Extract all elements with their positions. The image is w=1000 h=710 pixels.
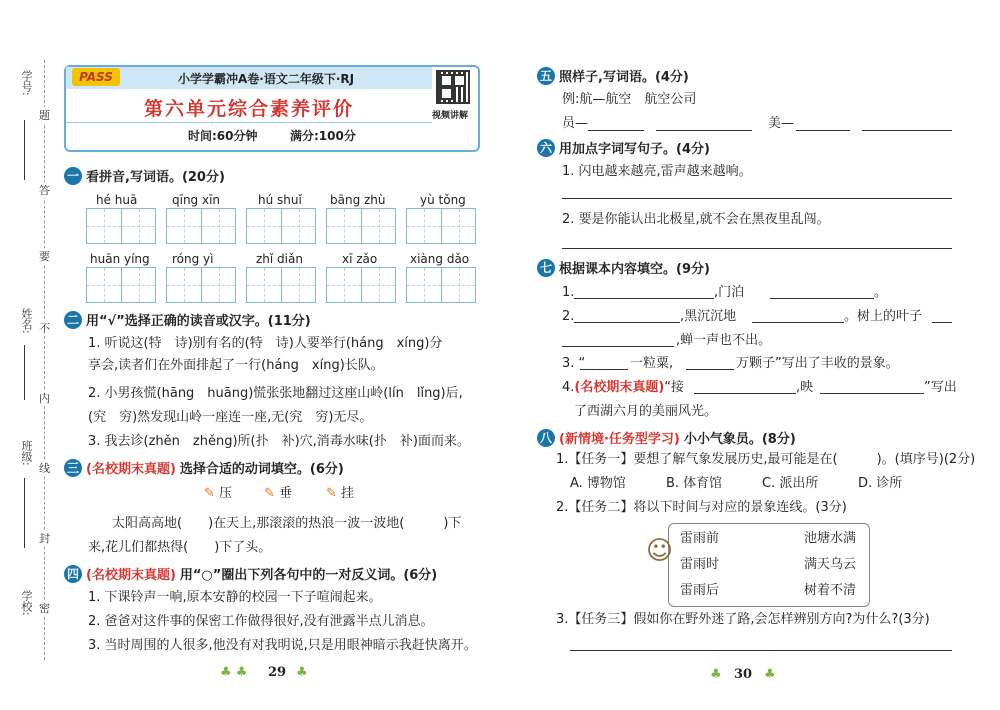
banji-blank[interactable] bbox=[24, 478, 26, 548]
s7-q3-num: 3. “ bbox=[562, 356, 586, 371]
match-right[interactable]: 满天乌云 bbox=[804, 557, 857, 572]
answer-line[interactable] bbox=[562, 198, 952, 199]
s6-q1: 1. 闪电越来越亮,雷声越来越响。 bbox=[562, 164, 752, 179]
xingming-blank[interactable] bbox=[24, 345, 26, 400]
binding-line bbox=[44, 60, 45, 660]
s2-q1-line2: 享会,读者们在外面排起了一行(háng xíng)长队。 bbox=[88, 358, 384, 373]
answer-blank[interactable] bbox=[574, 322, 680, 323]
writing-grid[interactable] bbox=[326, 208, 396, 244]
seal-char: 内 bbox=[39, 392, 50, 405]
section-1-heading: 一 看拼音,写词语。(20分) bbox=[64, 166, 225, 185]
s2-q3: 3. 我去诊(zhěn zhěng)所(扑 补)穴,消毒水味(扑 补)面而来。 bbox=[88, 434, 470, 449]
seal-char: 密 bbox=[39, 602, 50, 615]
s7-q2-text: ,黑沉沉地 bbox=[680, 309, 737, 324]
s7-q4-line1: 4.(名校期末真题)“接 bbox=[562, 380, 685, 395]
s8-task1: 1.【任务一】要想了解气象发展历史,最可能是在( )。(填序号)(2分) bbox=[556, 452, 976, 467]
answer-line[interactable] bbox=[570, 650, 952, 651]
match-left[interactable]: 雷雨前 bbox=[680, 531, 720, 546]
answer-blank[interactable] bbox=[686, 369, 734, 370]
xingming-label: 姓名: bbox=[20, 308, 33, 334]
option-d[interactable]: D. 诊所 bbox=[858, 476, 903, 491]
answer-blank[interactable] bbox=[932, 322, 952, 323]
pinyin: xiàng dǎo bbox=[410, 252, 470, 266]
seal-char: 答 bbox=[39, 184, 50, 197]
pinyin: qīng xīn bbox=[172, 193, 221, 207]
page-number-left: 29 bbox=[268, 665, 287, 680]
s6-q2: 2. 要是你能认出北极星,就不会在黑夜里乱闯。 bbox=[562, 212, 830, 227]
section-5-heading: 五 照样子,写词语。(4分) bbox=[537, 66, 689, 85]
writing-grid[interactable] bbox=[406, 267, 476, 303]
writing-grid[interactable] bbox=[86, 208, 156, 244]
sprout-icon: ♣ bbox=[710, 667, 722, 682]
s8-task3: 3.【任务三】假如你在野外迷了路,会怎样辨别方向?为什么?(3分) bbox=[556, 612, 930, 627]
s7-q3-text2: 万颗子”写出了丰收的景象。 bbox=[736, 356, 899, 371]
series-title: 小学学霸冲A卷·语文二年级下·RJ bbox=[178, 72, 355, 86]
answer-blank[interactable] bbox=[862, 130, 952, 131]
writing-grid[interactable] bbox=[246, 208, 316, 244]
answer-blank[interactable] bbox=[574, 298, 714, 299]
s7-q1-end: 。 bbox=[874, 285, 888, 300]
s2-q2-line1: 2. 小男孩慌(hāng huāng)慌张张地翻过这座山岭(lín lǐng)后, bbox=[88, 386, 463, 401]
pinyin: xī zǎo bbox=[342, 252, 378, 266]
s7-q2-num: 2. bbox=[562, 309, 575, 324]
answer-blank[interactable] bbox=[588, 130, 644, 131]
s7-q3-text: 一粒粟, bbox=[630, 356, 674, 371]
seal-char: 要 bbox=[39, 250, 50, 263]
writing-grid[interactable] bbox=[246, 267, 316, 303]
banji-label: 班级: bbox=[20, 440, 33, 466]
s5-mei: 美— bbox=[768, 116, 795, 131]
word-option[interactable]: ✎ 垂 bbox=[264, 486, 293, 501]
section-6-heading: 六 用加点字词写句子。(4分) bbox=[537, 138, 710, 157]
answer-blank[interactable] bbox=[656, 130, 752, 131]
s7-q4-line2: 了西湖六月的美丽风光。 bbox=[574, 404, 718, 419]
writing-grid[interactable] bbox=[166, 208, 236, 244]
s2-q1-line1: 1. 听说这(特 诗)别有名的(特 诗)人要举行(háng xíng)分 bbox=[88, 336, 443, 351]
seal-char: 不 bbox=[39, 322, 50, 335]
pass-logo: PASS bbox=[72, 68, 120, 86]
time-info: 时间:60分钟 bbox=[188, 129, 258, 143]
s4-q1: 1. 下课铃声一响,原本安静的校园一下子喧闹起来。 bbox=[88, 590, 382, 605]
s2-q2-line2: (究 穷)然发现山岭一座连一座,无(究 穷)无尽。 bbox=[88, 410, 373, 425]
score-info: 满分:100分 bbox=[290, 129, 356, 143]
writing-grid[interactable] bbox=[166, 267, 236, 303]
s7-q2-text3: ,蝉一声也不出。 bbox=[676, 333, 772, 348]
s7-q2-text2: 。树上的叶子 bbox=[844, 309, 923, 324]
xuexiao-label: 学校: bbox=[20, 590, 33, 616]
sprout-icon: ♣ ♣ bbox=[220, 665, 248, 680]
page-number-right: 30 bbox=[734, 667, 753, 682]
answer-blank[interactable] bbox=[770, 298, 874, 299]
s4-q3: 3. 当时周围的人很多,他没有对我明说,只是用眼神暗示我赶快离开。 bbox=[88, 638, 477, 653]
seal-char: 题 bbox=[39, 109, 50, 122]
match-right[interactable]: 树着不清 bbox=[804, 583, 857, 598]
section-2-heading: 二 用“√”选择正确的读音或汉字。(11分) bbox=[64, 310, 311, 329]
match-right[interactable]: 池塘水满 bbox=[804, 531, 857, 546]
writing-grid[interactable] bbox=[326, 267, 396, 303]
section-7-heading: 七 根据课本内容填空。(9分) bbox=[537, 258, 710, 277]
monkey-icon: ☺ bbox=[646, 536, 674, 566]
sprout-icon: ♣ bbox=[296, 665, 308, 680]
sprout-icon: ♣ bbox=[764, 667, 776, 682]
qr-code-icon[interactable] bbox=[436, 70, 470, 104]
pinyin: hé huā bbox=[96, 193, 138, 207]
s3-line2: 来,花儿们都热得( )下了头。 bbox=[88, 540, 272, 555]
s5-example: 例:航—航空 航空公司 bbox=[562, 92, 697, 107]
answer-blank[interactable] bbox=[562, 346, 674, 347]
s7-q4-text2: ”写出 bbox=[924, 380, 957, 395]
s7-q1-num: 1. bbox=[562, 285, 575, 300]
pinyin: zhǐ diǎn bbox=[256, 252, 303, 266]
option-a[interactable]: A. 博物馆 bbox=[570, 476, 626, 491]
pinyin: bāng zhù bbox=[330, 193, 386, 207]
answer-blank[interactable] bbox=[580, 369, 628, 370]
writing-grid[interactable] bbox=[86, 267, 156, 303]
option-b[interactable]: B. 体育馆 bbox=[666, 476, 723, 491]
answer-blank[interactable] bbox=[820, 393, 924, 394]
s7-q1-text: ,门泊 bbox=[714, 285, 745, 300]
match-left[interactable]: 雷雨时 bbox=[680, 557, 720, 572]
s8-task2: 2.【任务二】将以下时间与对应的景象连线。(3分) bbox=[556, 500, 847, 515]
answer-blank[interactable] bbox=[694, 393, 796, 394]
xuehao-label: 学号: bbox=[20, 70, 33, 96]
header-divider bbox=[66, 122, 432, 123]
section-4-heading: 四 (名校期末真题) 用“○”圈出下列各句中的一对反义词。(6分) bbox=[64, 564, 437, 583]
pinyin: hú shuǐ bbox=[258, 193, 302, 207]
page-title: 第六单元综合素养评价 bbox=[143, 98, 354, 120]
writing-grid[interactable] bbox=[406, 208, 476, 244]
s5-yuan: 员— bbox=[562, 116, 589, 131]
answer-blank[interactable] bbox=[796, 130, 850, 131]
match-left[interactable]: 雷雨后 bbox=[680, 583, 720, 598]
xuehao-blank[interactable] bbox=[24, 120, 26, 180]
seal-char: 线 bbox=[39, 462, 50, 475]
word-option[interactable]: ✎ 挂 bbox=[326, 486, 355, 501]
qr-label: 视频讲解 bbox=[432, 111, 469, 121]
pinyin: róng yì bbox=[172, 252, 214, 266]
seal-char: 封 bbox=[39, 532, 50, 545]
option-c[interactable]: C. 派出所 bbox=[762, 476, 819, 491]
section-3-heading: 三 (名校期末真题) 选择合适的动词填空。(6分) bbox=[64, 458, 344, 477]
s4-q2: 2. 爸爸对这件事的保密工作做得很好,没有泄露半点儿消息。 bbox=[88, 614, 434, 629]
answer-line[interactable] bbox=[562, 248, 952, 249]
pinyin: huān yíng bbox=[90, 252, 150, 266]
word-option[interactable]: ✎ 压 bbox=[204, 486, 233, 501]
answer-blank[interactable] bbox=[752, 322, 844, 323]
section-8-heading: 八 (新情境·任务型学习) 小小气象员。(8分) bbox=[537, 428, 796, 447]
s3-line1: 太阳高高地( )在天上,那滚滚的热浪一波一波地( )下 bbox=[112, 516, 462, 531]
pinyin: yù tǒng bbox=[420, 193, 466, 207]
s7-q4-text: ,映 bbox=[796, 380, 814, 395]
